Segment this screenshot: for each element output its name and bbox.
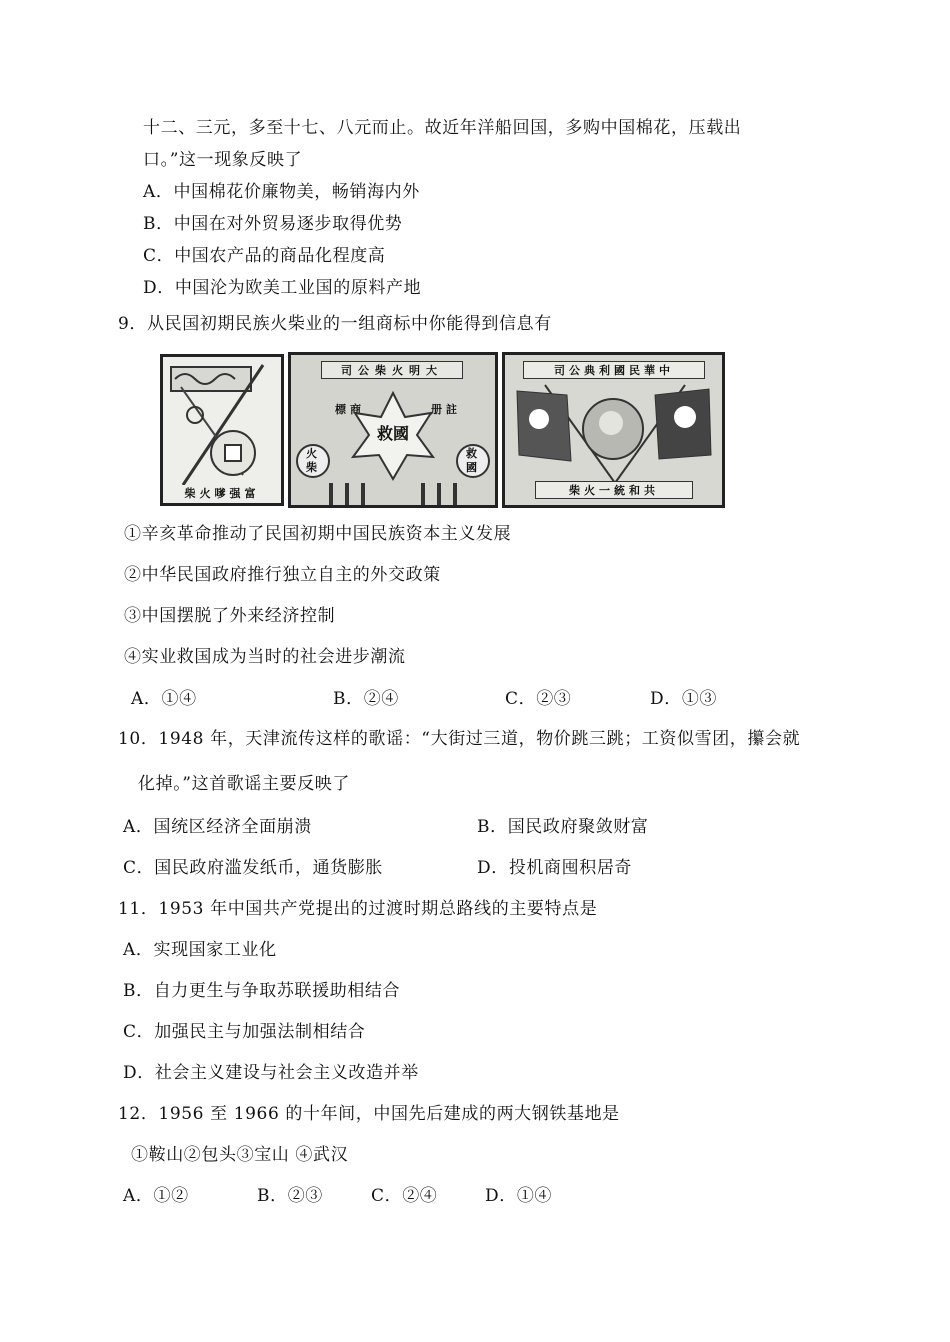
q9-statement-1: ①辛亥革命推动了民国初期中国民族资本主义发展 — [124, 524, 512, 544]
q10-stem-cont: 化掉。”这首歌谣主要反映了 — [138, 774, 350, 794]
rifle-flag-coin-image — [163, 357, 281, 503]
q9-choice-b: B．②④ — [333, 689, 399, 709]
q11-option-b: B．自力更生与争取苏联援助相结合 — [123, 981, 401, 1001]
q9-choice-a: A．①④ — [131, 689, 197, 709]
q11-option-a: A．实现国家工业化 — [123, 940, 277, 960]
q10-option-d: D．投机商囤积居奇 — [477, 858, 633, 878]
label-text: 救國 — [466, 447, 477, 474]
q9-statement-3: ③中国摆脱了外来经济控制 — [124, 606, 336, 626]
label-text: 册註 — [431, 403, 461, 416]
q11-option-c: C．加强民主与加强法制相结合 — [123, 1022, 366, 1042]
label-text: 司公柴火明大 — [321, 361, 463, 379]
q12-stem: 12．1956 至 1966 的十年间，中国先后建成的两大钢铁基地是 — [118, 1104, 620, 1124]
q12-choice-d: D．①④ — [485, 1186, 553, 1206]
q11-stem: 11．1953 年中国共产党提出的过渡时期总路线的主要特点是 — [118, 899, 598, 919]
trademark-fuqiang — [160, 354, 284, 506]
q12-choice-a: A．①② — [123, 1186, 189, 1206]
label-text: 柴火嗲强富 — [163, 485, 281, 501]
q9-choice-d: D．①③ — [650, 689, 718, 709]
q12-choice-b: B．②③ — [257, 1186, 323, 1206]
q10-option-a: A．国统区经济全面崩溃 — [123, 817, 312, 837]
trademark-daming — [288, 352, 498, 508]
trademark-gonghe — [502, 352, 725, 508]
q9-statement-2: ②中华民国政府推行独立自主的外交政策 — [124, 565, 441, 585]
q9-statement-4: ④实业救国成为当时的社会进步潮流 — [124, 647, 406, 667]
label-text: 救國 — [376, 424, 409, 443]
q8-option-b: B．中国在对外贸易逐步取得优势 — [143, 214, 403, 234]
matchbox-labels-figure — [160, 352, 725, 508]
q12-items: ①鞍山②包头③宝山 ④武汉 — [131, 1145, 349, 1165]
q8-stem-cont: 十二、三元，多至十七、八元而止。故近年洋船回国，多购中国棉花，压载出 — [143, 118, 742, 138]
q11-option-d: D．社会主义建设与社会主义改造并举 — [123, 1063, 419, 1083]
q10-stem: 10．1948 年，天津流传这样的歌谣：“大街过三道，物价跳三跳；工资似雪团，攥会就 — [118, 729, 801, 749]
q9-stem: 9．从民国初期民族火柴业的一组商标中你能得到信息有 — [118, 314, 552, 334]
label-text: 標商 — [335, 403, 365, 416]
q9-choice-c: C．②③ — [505, 689, 572, 709]
q10-option-c: C．国民政府滥发纸币，通货膨胀 — [123, 858, 384, 878]
q8-option-c: C．中国农产品的商品化程度高 — [143, 246, 386, 266]
q10-option-b: B．国民政府聚敛财富 — [477, 817, 649, 837]
label-text: 柴火一統和共 — [535, 481, 693, 499]
q12-choice-c: C．②④ — [371, 1186, 438, 1206]
q8-option-a: A．中国棉花价廉物美，畅销海内外 — [143, 182, 420, 202]
q8-option-d: D．中国沦为欧美工业国的原料产地 — [143, 278, 422, 298]
label-text: 火柴 — [306, 447, 317, 474]
q8-stem-cont: 口。”这一现象反映了 — [143, 150, 303, 170]
label-text: 司公典利國民華中 — [523, 361, 705, 379]
